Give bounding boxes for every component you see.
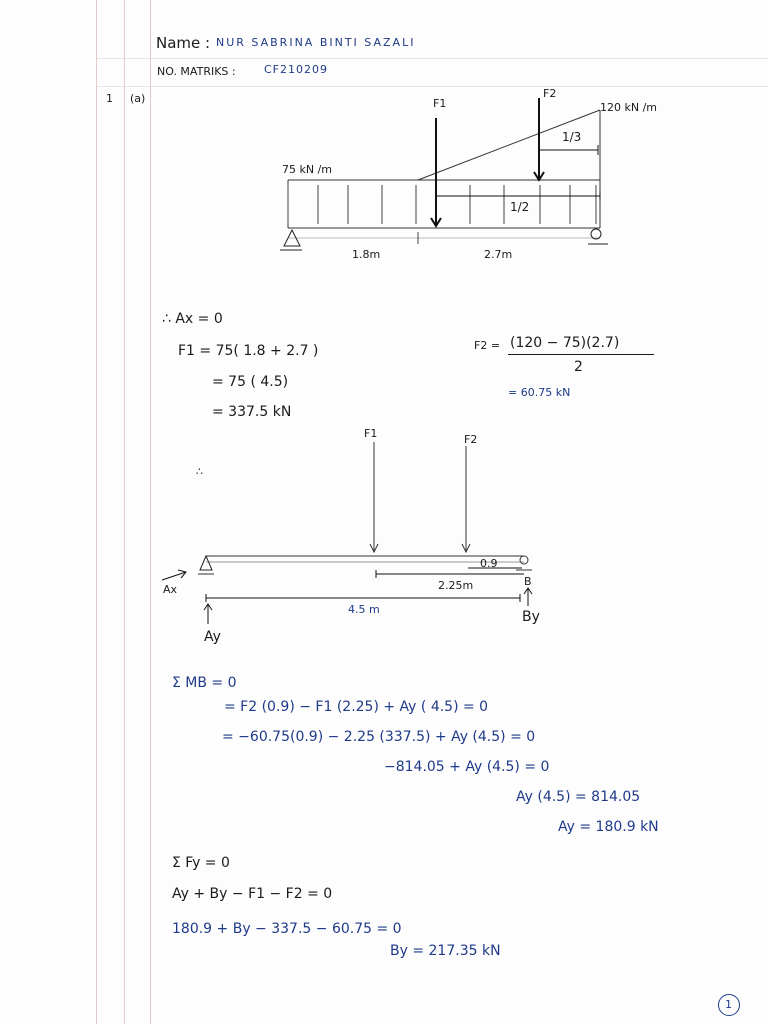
name-label: Name : (156, 34, 211, 52)
third-label: 1/3 (562, 130, 582, 144)
ax-reaction-label: Ax (163, 583, 178, 596)
f2-result: = 60.75 kN (508, 386, 571, 399)
page-number: 1 (725, 998, 732, 1011)
f1-line-3: = 337.5 kN (212, 404, 292, 420)
moment-line-3: −814.05 + Ay (4.5) = 0 (384, 759, 550, 775)
moment-line-5: Ay = 180.9 kN (558, 819, 659, 835)
force-f1-label: F1 (433, 97, 447, 110)
question-part: (a) (130, 92, 146, 105)
f1-line-2: = 75 ( 4.5) (212, 374, 289, 390)
moment-line-4: Ay (4.5) = 814.05 (516, 789, 641, 805)
force-f2-label: F2 (543, 87, 557, 100)
dist-total-label: 4.5 m (348, 603, 380, 616)
sum-forces-y: Σ Fy = 0 (172, 855, 230, 871)
fbd-f1-label: F1 (364, 427, 378, 440)
forces-line-1: Ay + By − F1 − F2 = 0 (172, 886, 333, 902)
load-right-label: 120 kN /m (600, 101, 658, 114)
matric-number: CF210209 (264, 63, 328, 76)
moment-line-2: = −60.75(0.9) − 2.25 (337.5) + Ay (4.5) = 0 (222, 729, 536, 745)
f2-numerator: (120 − 75)(2.7) (510, 335, 620, 351)
moment-line-1: = F2 (0.9) − F1 (2.25) + Ay ( 4.5) = 0 (224, 699, 489, 715)
question-number: 1 (106, 92, 113, 105)
forces-line-3: By = 217.35 kN (390, 943, 501, 959)
load-left-label: 75 kN /m (282, 163, 333, 176)
student-name: NUR SABRINA BINTI SAZALI (216, 36, 416, 49)
ax-equation: ∴ Ax = 0 (162, 311, 223, 327)
fbd-f2-label: F2 (464, 433, 478, 446)
half-label: 1/2 (510, 200, 530, 214)
f1-line-1: F1 = 75( 1.8 + 2.7 ) (178, 343, 319, 359)
by-reaction-label: By (522, 609, 540, 625)
forces-line-2: 180.9 + By − 337.5 − 60.75 = 0 (172, 921, 402, 937)
f2-label: F2 = (474, 339, 501, 352)
point-b-label: B (524, 575, 532, 588)
span-1-label: 1.8m (352, 248, 381, 261)
f2-denominator: 2 (574, 359, 583, 375)
span-2-label: 2.7m (484, 248, 513, 261)
matric-label: NO. MATRIKS : (157, 65, 236, 78)
therefore-symbol: ∴ (196, 465, 203, 478)
sum-moments-b: Σ MB = 0 (172, 675, 237, 691)
dist-mid-label: 2.25m (438, 579, 474, 592)
ay-reaction-label: Ay (204, 629, 221, 645)
dist-short-label: 0.9 (480, 557, 498, 570)
